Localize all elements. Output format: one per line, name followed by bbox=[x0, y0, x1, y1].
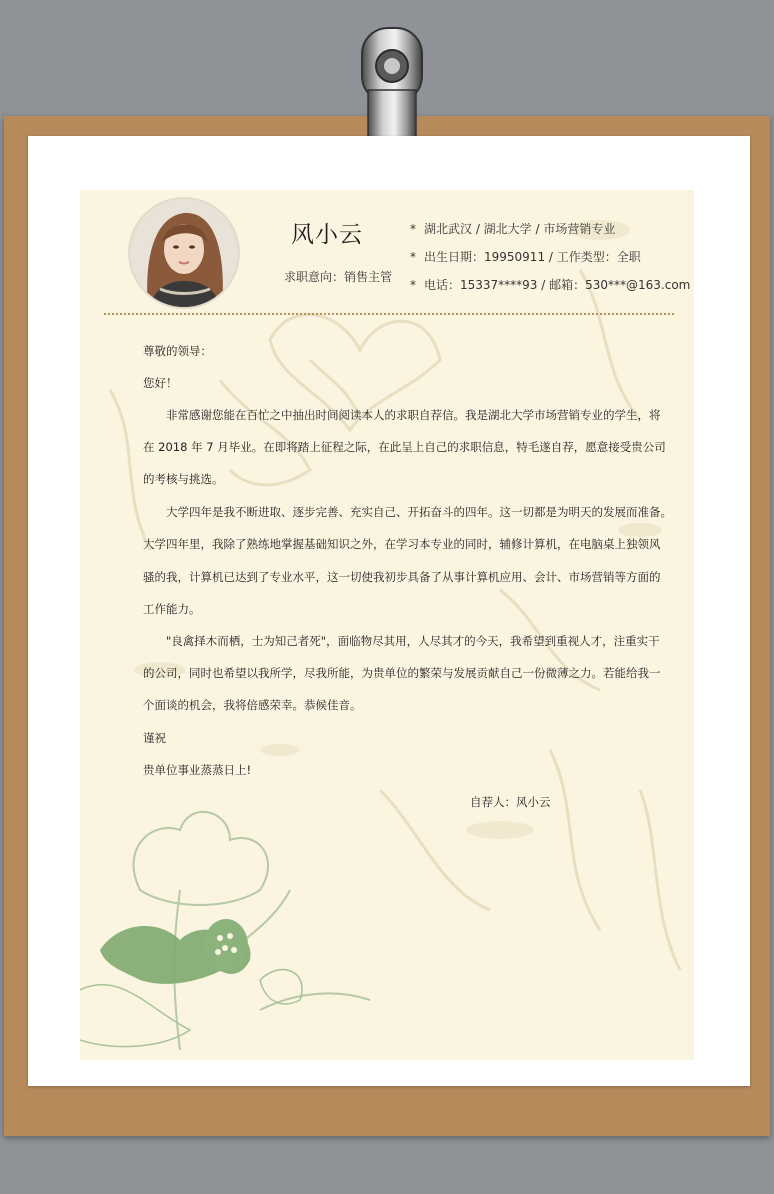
letter-greeting: 您好！ bbox=[143, 376, 178, 390]
info-line-birth bbox=[410, 248, 641, 265]
letter-line: 非常感谢您能在百忙之中抽出时间阅读本人的求职自荐信。我是湖北大学市场营销专业的学生，将 bbox=[143, 408, 661, 422]
star-bullet-icon: * bbox=[410, 278, 416, 292]
info-text: 电话：15337****93 / 邮箱：530***@163.com bbox=[424, 278, 691, 292]
job-intent: 求职意向：销售主管 bbox=[284, 270, 393, 284]
letter-paper bbox=[80, 190, 694, 1060]
star-bullet-icon: * bbox=[410, 250, 416, 264]
letter-line: "良禽择木而栖，士为知己者死"，面临物尽其用，人尽其才的今天，我希望到重视人才，注重实干 bbox=[143, 634, 660, 648]
portrait-icon bbox=[130, 199, 238, 307]
info-text: 出生日期：19950911 / 工作类型：全职 bbox=[424, 250, 641, 264]
info-line-location bbox=[410, 220, 615, 237]
letter-line: 工作能力。 bbox=[143, 602, 201, 616]
letter-signature: 自荐人：风小云 bbox=[470, 795, 551, 809]
applicant-name: 风小云 bbox=[291, 222, 363, 248]
info-line-contact bbox=[410, 276, 690, 293]
letter-wish: 贵单位事业蒸蒸日上! bbox=[143, 763, 252, 777]
avatar bbox=[128, 197, 240, 309]
lotus-watermark-icon bbox=[80, 190, 694, 1060]
letter-salutation: 尊敬的领导： bbox=[143, 344, 212, 358]
letter-line: 的考核与挑选。 bbox=[143, 472, 224, 486]
letter-line: 在 2018 年 7 月毕业。在即将踏上征程之际，在此呈上自己的求职信息，特毛遂自荐，愿意接受贵公司 bbox=[143, 440, 666, 454]
letter-line: 骚的我，计算机已达到了专业水平，这一切使我初步具备了从事计算机应用、会计、市场营销等方面的 bbox=[143, 570, 661, 584]
letter-closing: 谨祝 bbox=[143, 731, 166, 745]
letter-line: 大学四年里，我除了熟练地掌握基础知识之外，在学习本专业的同时，辅修计算机，在电脑桌上独领风 bbox=[143, 537, 661, 551]
star-bullet-icon: * bbox=[410, 222, 416, 236]
letter-line: 大学四年是我不断进取、逐步完善、充实自己、开拓奋斗的四年。这一切都是为明天的发展而准备。 bbox=[143, 505, 672, 519]
letter-line: 的公司，同时也希望以我所学，尽我所能，为贵单位的繁荣与发展贡献自己一份微薄之力。若能给我一 bbox=[143, 666, 661, 680]
dotted-divider bbox=[104, 313, 674, 315]
info-text: 湖北武汉 / 湖北大学 / 市场营销专业 bbox=[424, 222, 616, 236]
letter-line: 个面谈的机会，我将倍感荣幸。恭候佳音。 bbox=[143, 698, 362, 712]
